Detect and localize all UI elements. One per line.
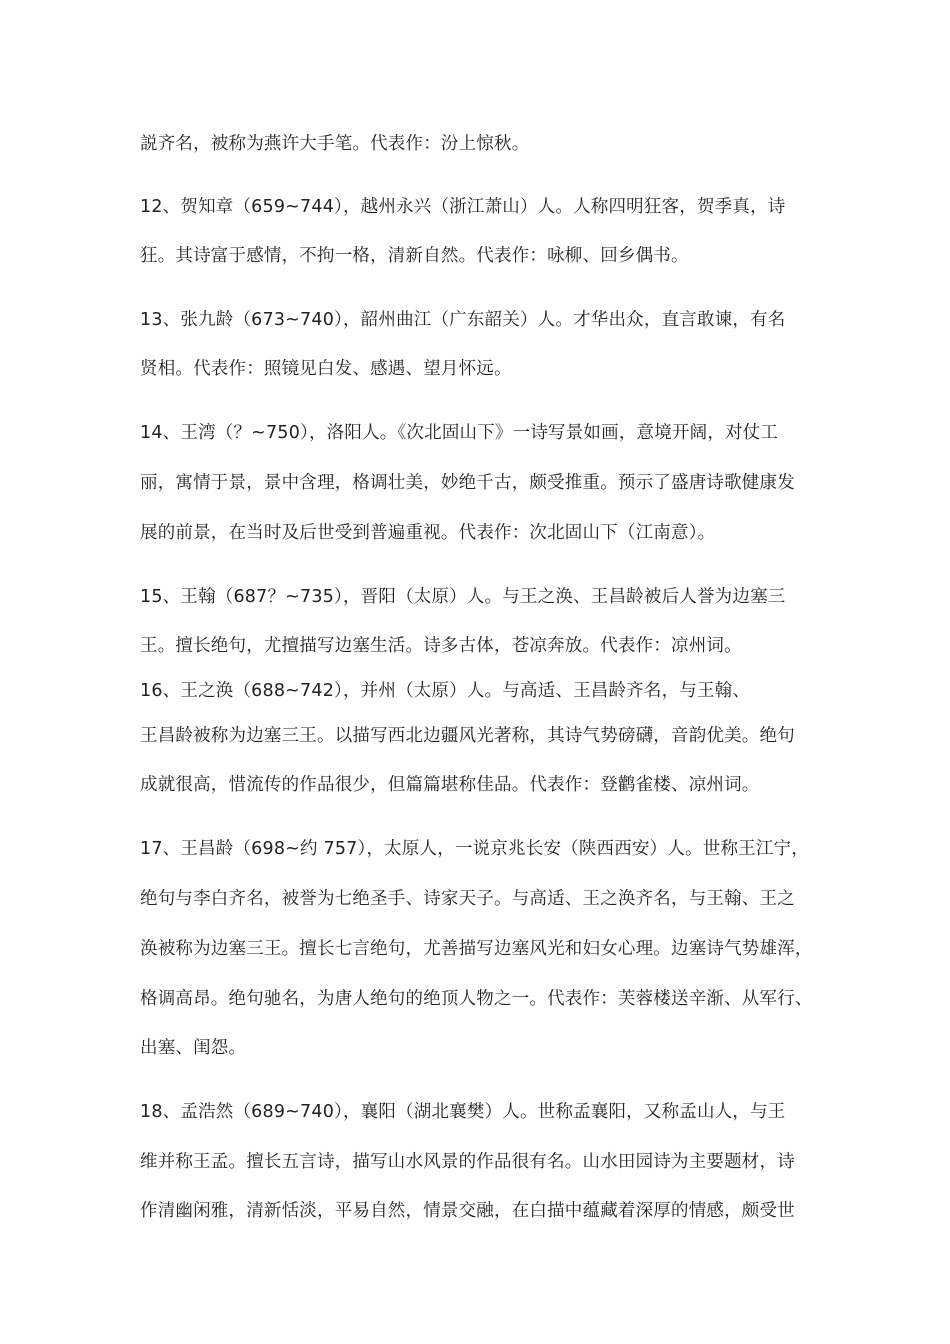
text-line: 出塞、闺怨。 [140, 1038, 247, 1058]
text-line: 12、贺知章（659~744），越州永兴（浙江萧山）人。人称四明狂客，贺季真，诗 [140, 197, 786, 217]
text-line: 贤相。代表作：照镜见白发、感遇、望月怀远。 [140, 359, 512, 379]
text-line: 作清幽闲雅，清新恬淡，平易自然，情景交融，在白描中蕴藏着深厚的情感，颇受世 [140, 1201, 795, 1221]
text-line: 18、孟浩然（689~740），襄阳（湖北襄樊）人。世称孟襄阳，又称孟山人，与王 [140, 1102, 786, 1122]
text-line: 王。擅长绝句，尤擅描写边塞生活。诗多古体，苍凉奔放。代表作：凉州词。 [140, 636, 742, 656]
text-line: 展的前景，在当时及后世受到普遍重视。代表作：次北固山下（江南意）。 [140, 523, 716, 543]
text-line: 16、王之涣（688~742），并州（太原）人。与高适、王昌龄齐名，与王翰、 [140, 681, 751, 701]
text-line: 15、王翰（687？~735），晋阳（太原）人。与王之涣、王昌龄被后人誉为边塞三 [140, 587, 786, 607]
text-line: 狂。其诗富于感情，不拘一格，清新自然。代表作：咏柳、回乡偶书。 [140, 246, 689, 266]
text-line: 绝句与李白齐名，被誉为七绝圣手、诗家天子。与高适、王之涣齐名，与王翰、王之 [140, 889, 795, 909]
text-line: 13、张九龄（673~740），韶州曲江（广东韶关）人。才华出众，直言敢谏，有名 [140, 310, 786, 330]
text-line: 説齐名，被称为燕许大手笔。代表作：汾上惊秋。 [140, 134, 530, 154]
text-line: 丽，寓情于景，景中含理，格调壮美，妙绝千古，颇受推重。预示了盛唐诗歌健康发 [140, 473, 795, 493]
text-line: 王昌龄被称为边塞三王。以描写西北边疆风光著称，其诗气势磅礴，音韵优美。绝句 [140, 726, 795, 746]
text-line: 14、王湾（？~750），洛阳人。《次北固山下》一诗写景如画，意境开阔，对仗工 [140, 423, 779, 443]
text-line: 维并称王孟。擅长五言诗，描写山水风景的作品很有名。山水田园诗为主要题材，诗 [140, 1152, 795, 1172]
text-line: 涣被称为边塞三王。擅长七言绝句，尤善描写边塞风光和妇女心理。边塞诗气势雄浑， [140, 939, 813, 959]
text-line: 成就很高，惜流传的作品很少，但篇篇堪称佳品。代表作：登鹳雀楼、凉州词。 [140, 775, 760, 795]
text-line: 格调高昂。绝句驰名，为唐人绝句的绝顶人物之一。代表作：芙蓉楼送辛渐、从军行、 [140, 989, 813, 1009]
text-line: 17、王昌龄（698~约 757），太原人，一说京兆长安（陕西西安）人。世称王江宁， [140, 839, 809, 859]
